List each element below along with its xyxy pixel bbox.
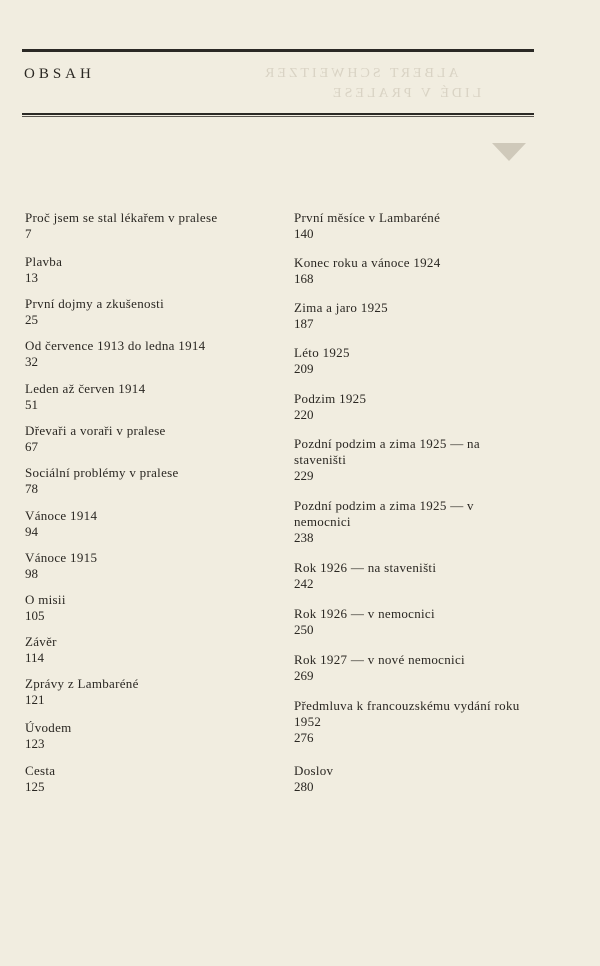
- toc-entry: [294, 391, 554, 423]
- toc-entry: [25, 592, 280, 624]
- toc-entry-page: 67: [25, 439, 38, 454]
- toc-entry: [25, 676, 280, 708]
- toc-entry: [25, 720, 280, 752]
- toc-entry-title: Podzim 1925: [294, 391, 367, 406]
- toc-entry: [25, 508, 280, 540]
- toc-entry: [294, 698, 554, 746]
- toc-entry-title: Leden až červen 1914: [25, 381, 146, 396]
- toc-entry-title: Pozdní podzim a zima 1925 — na staveništi: [294, 436, 480, 467]
- toc-entry-page: 7: [25, 226, 32, 241]
- toc-entry: [25, 381, 280, 413]
- toc-entry: [25, 634, 280, 666]
- toc-entry-page: 220: [294, 407, 314, 422]
- toc-entry-title: Cesta: [25, 763, 56, 778]
- toc-entry-page: 105: [25, 608, 45, 623]
- toc-entry: [25, 296, 280, 328]
- toc-entry-page: 32: [25, 354, 38, 369]
- toc-entry-page: 125: [25, 779, 45, 794]
- toc-entry-page: 98: [25, 566, 38, 581]
- toc-entry-page: 280: [294, 779, 314, 794]
- page-heading: OBSAH: [24, 66, 95, 82]
- toc-entry-page: 238: [294, 530, 314, 545]
- toc-entry-page: 51: [25, 397, 38, 412]
- toc-entry: [25, 550, 280, 582]
- toc-entry: [294, 436, 554, 484]
- toc-entry-title: O misii: [25, 592, 66, 607]
- toc-entry: [294, 345, 554, 377]
- toc-entry-page: 123: [25, 736, 45, 751]
- toc-entry: [25, 465, 280, 497]
- toc-entry-page: 94: [25, 524, 38, 539]
- top-rule: [22, 49, 534, 52]
- toc-entry-title: Od července 1913 do ledna 1914: [25, 338, 206, 353]
- toc-entry: [25, 338, 280, 370]
- toc-entry: [25, 763, 280, 795]
- toc-entry-page: 242: [294, 576, 314, 591]
- toc-entry: [25, 210, 280, 242]
- toc-entry-title: Doslov: [294, 763, 334, 778]
- toc-entry-page: 209: [294, 361, 314, 376]
- toc-entry-title: Závěr: [25, 634, 57, 649]
- toc-entry-title: Vánoce 1915: [25, 550, 98, 565]
- toc-entry-title: Sociální problémy v pralese: [25, 465, 179, 480]
- toc-entry-title: Rok 1926 — na staveništi: [294, 560, 437, 575]
- toc-entry: [25, 254, 280, 286]
- toc-entry-page: 168: [294, 271, 314, 286]
- toc-entry-title: První dojmy a zkušenosti: [25, 296, 164, 311]
- toc-entry-title: Úvodem: [25, 720, 72, 735]
- toc-entry: [294, 210, 554, 242]
- toc-entry-title: První měsíce v Lambaréné: [294, 210, 441, 225]
- toc-entry: [294, 652, 554, 684]
- toc-entry-title: Rok 1926 — v nemocnici: [294, 606, 435, 621]
- toc-entry: [294, 300, 554, 332]
- toc-entry-page: 276: [294, 730, 314, 745]
- toc-entry: [294, 560, 554, 592]
- toc-entry-title: Rok 1927 — v nové nemocnici: [294, 652, 465, 667]
- heading-rule: [22, 113, 534, 117]
- toc-entry-page: 121: [25, 692, 45, 707]
- toc-entry-title: Předmluva k francouzskému vydání roku 1952: [294, 698, 520, 729]
- toc-entry-title: Plavba: [25, 254, 63, 269]
- toc-entry-page: 25: [25, 312, 38, 327]
- toc-entry-page: 269: [294, 668, 314, 683]
- toc-entry-title: Zprávy z Lambaréné: [25, 676, 139, 691]
- toc-entry-title: Zima a jaro 1925: [294, 300, 388, 315]
- publisher-mark-icon: [492, 143, 526, 161]
- toc-entry-page: 13: [25, 270, 38, 285]
- toc-entry-page: 78: [25, 481, 38, 496]
- bleed-through-text: LIDÉ V PRALESE: [330, 86, 482, 101]
- bleed-through-text: ALBERT SCHWEITZER: [262, 66, 459, 81]
- toc-entry: [294, 498, 554, 546]
- toc-entry: [294, 763, 554, 795]
- toc-entry-title: Dřevaři a voraři v pralese: [25, 423, 166, 438]
- toc-entry-page: 114: [25, 650, 45, 665]
- toc-entry-page: 140: [294, 226, 314, 241]
- toc-entry: [294, 255, 554, 287]
- toc-entry: [294, 606, 554, 638]
- toc-entry-title: Vánoce 1914: [25, 508, 98, 523]
- toc-entry-page: 187: [294, 316, 314, 331]
- toc-entry-page: 250: [294, 622, 314, 637]
- toc-entry-title: Konec roku a vánoce 1924: [294, 255, 441, 270]
- toc-entry-page: 229: [294, 468, 314, 483]
- toc-entry-title: Pozdní podzim a zima 1925 — v nemocnici: [294, 498, 474, 529]
- toc-entry-title: Léto 1925: [294, 345, 350, 360]
- toc-entry-title: Proč jsem se stal lékařem v pralese: [25, 210, 218, 225]
- toc-entry: [25, 423, 280, 455]
